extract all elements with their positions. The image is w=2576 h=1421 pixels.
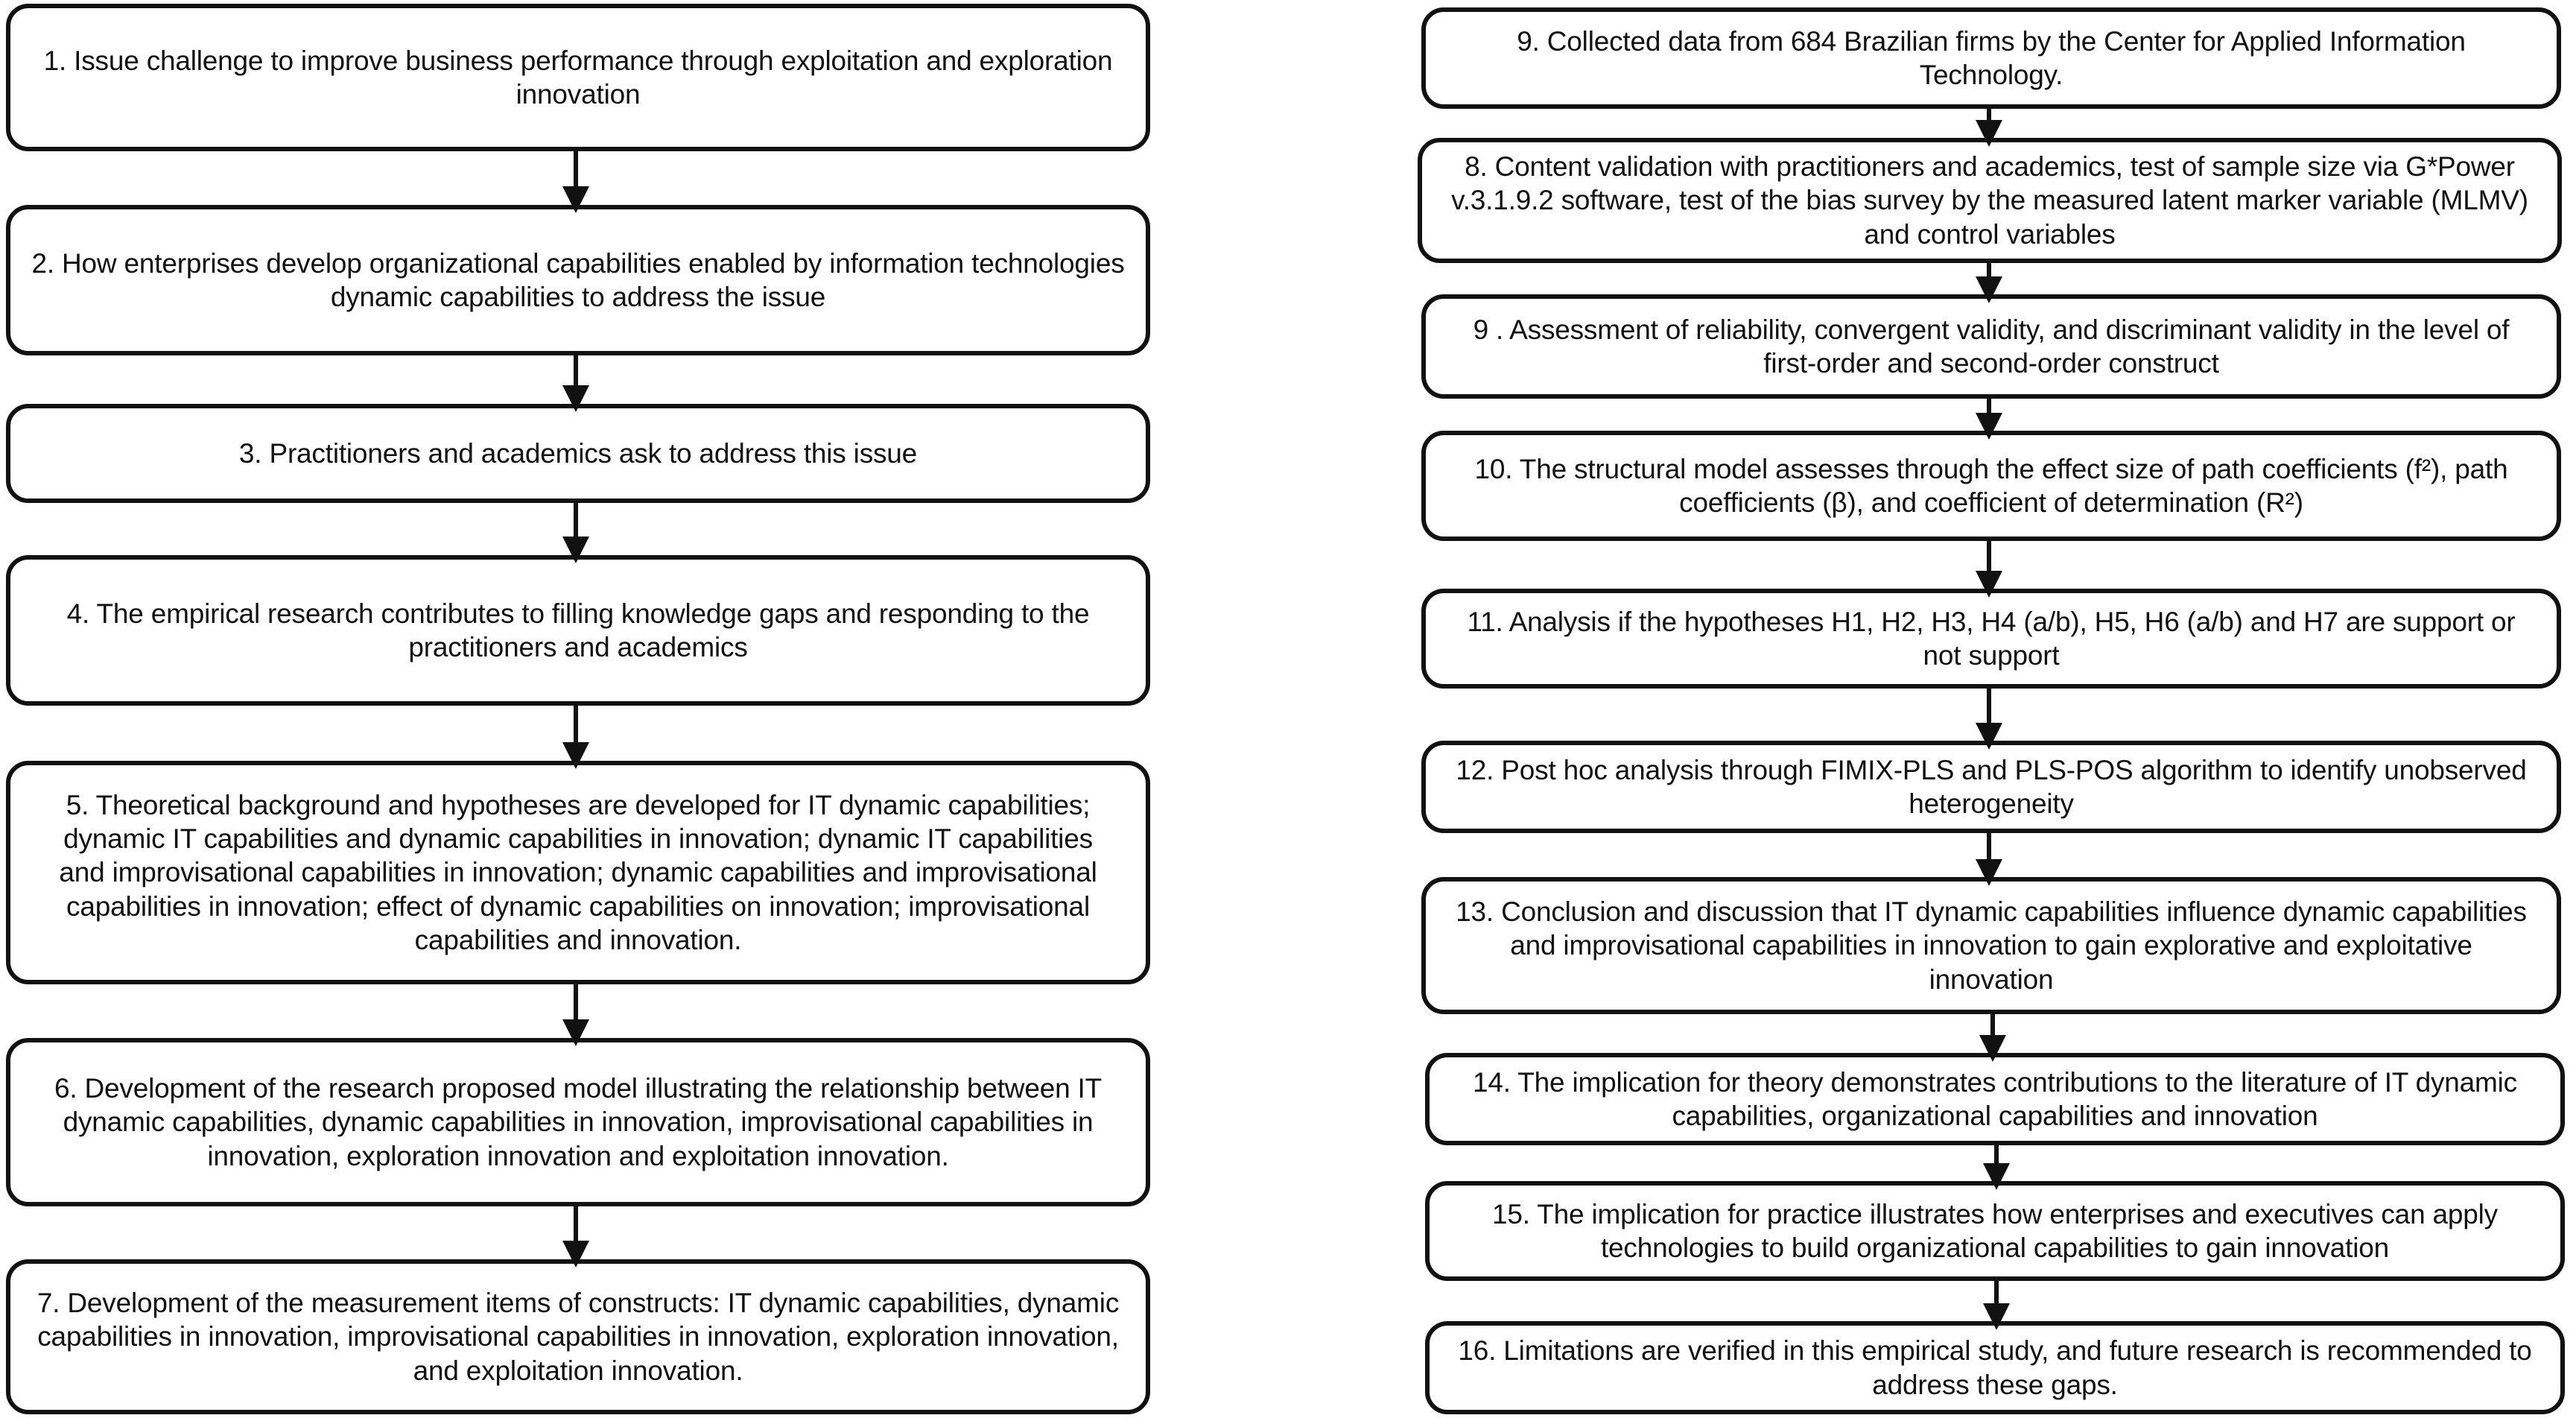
step-4-text: 4. The empirical research contributes to filling knowledge gaps and responding to the practitioners and academics (66, 598, 1090, 662)
step-16-text: 16. Limitations are verified in this empirical study, and future research is recommended to address these gaps. (1458, 1335, 2532, 1400)
step-2-text: 2. How enterprises develop organizational capabilities enabled by information technologies dynamic capabilities to address the issue (31, 247, 1125, 312)
step-10-text: 10. The structural model assesses through the effect size of path coefficients (f²), path coefficients (β), and coefficient of determination (R²) (1474, 453, 2508, 518)
step-8-text: 8. Content validation with practitioners and academics, test of sample size via G*Power v.3.1.9.2 software, test of the bias survey by the measured latent marker variable (MLMV) and control variables (1451, 151, 2528, 250)
step-15-text: 15. The implication for practice illustrates how enterprises and executives can apply technologies to build organizational capabilities to gain innovation (1492, 1198, 2498, 1263)
step-12-text: 12. Post hoc analysis through FIMIX-PLS and PLS-POS algorithm to identify unobserved heterogeneity (1456, 754, 2527, 819)
step-9a-text: 9. Collected data from 684 Brazilian firms by the Center for Applied Information Technology. (1517, 25, 2466, 90)
step-1-text: 1. Issue challenge to improve business performance through exploitation and exploration innovation (43, 45, 1113, 110)
step-5-text: 5. Theoretical background and hypotheses are developed for IT dynamic capabilities; dynamic IT capabilities and dynamic capabilities in innovation; dynamic IT capabilities and improvisational capabilities in innovation; dynamic capabilities and improvisational capabilities in innovation; effect of dynamic capabilities on innovation; improvisational capabilities and innovation. (59, 790, 1097, 955)
step-13-text: 13. Conclusion and discussion that IT dynamic capabilities influence dynamic capabilities and improvisational capabilities in innovation to gain explorative and exploitative innovation (1456, 896, 2527, 995)
step-9b-text: 9 . Assessment of reliability, convergent validity, and discriminant validity in the level of first-order and second-order construct (1473, 314, 2510, 379)
step-14-text: 14. The implication for theory demonstrates contributions to the literature of IT dynamic capabilities, organizational capabilities and innovation (1473, 1066, 2517, 1131)
step-3-text: 3. Practitioners and academics ask to address this issue (238, 437, 918, 469)
step-6-text: 6. Development of the research proposed model illustrating the relationship between IT dynamic capabilities, dynamic capabilities in innovation, improvisational capabilities in innovation, exploration innovation and exploitation innovation. (54, 1073, 1103, 1171)
step-7-text: 7. Development of the measurement items of constructs: IT dynamic capabilities, dynamic capabilities in innovation, improvisational capabilities in innovation, exploration innovation, and exploitation innovation. (37, 1288, 1120, 1386)
step-11-text: 11. Analysis if the hypotheses H1, H2, H3, H4 (a/b), H5, H6 (a/b) and H7 are support or not support (1467, 606, 2516, 671)
